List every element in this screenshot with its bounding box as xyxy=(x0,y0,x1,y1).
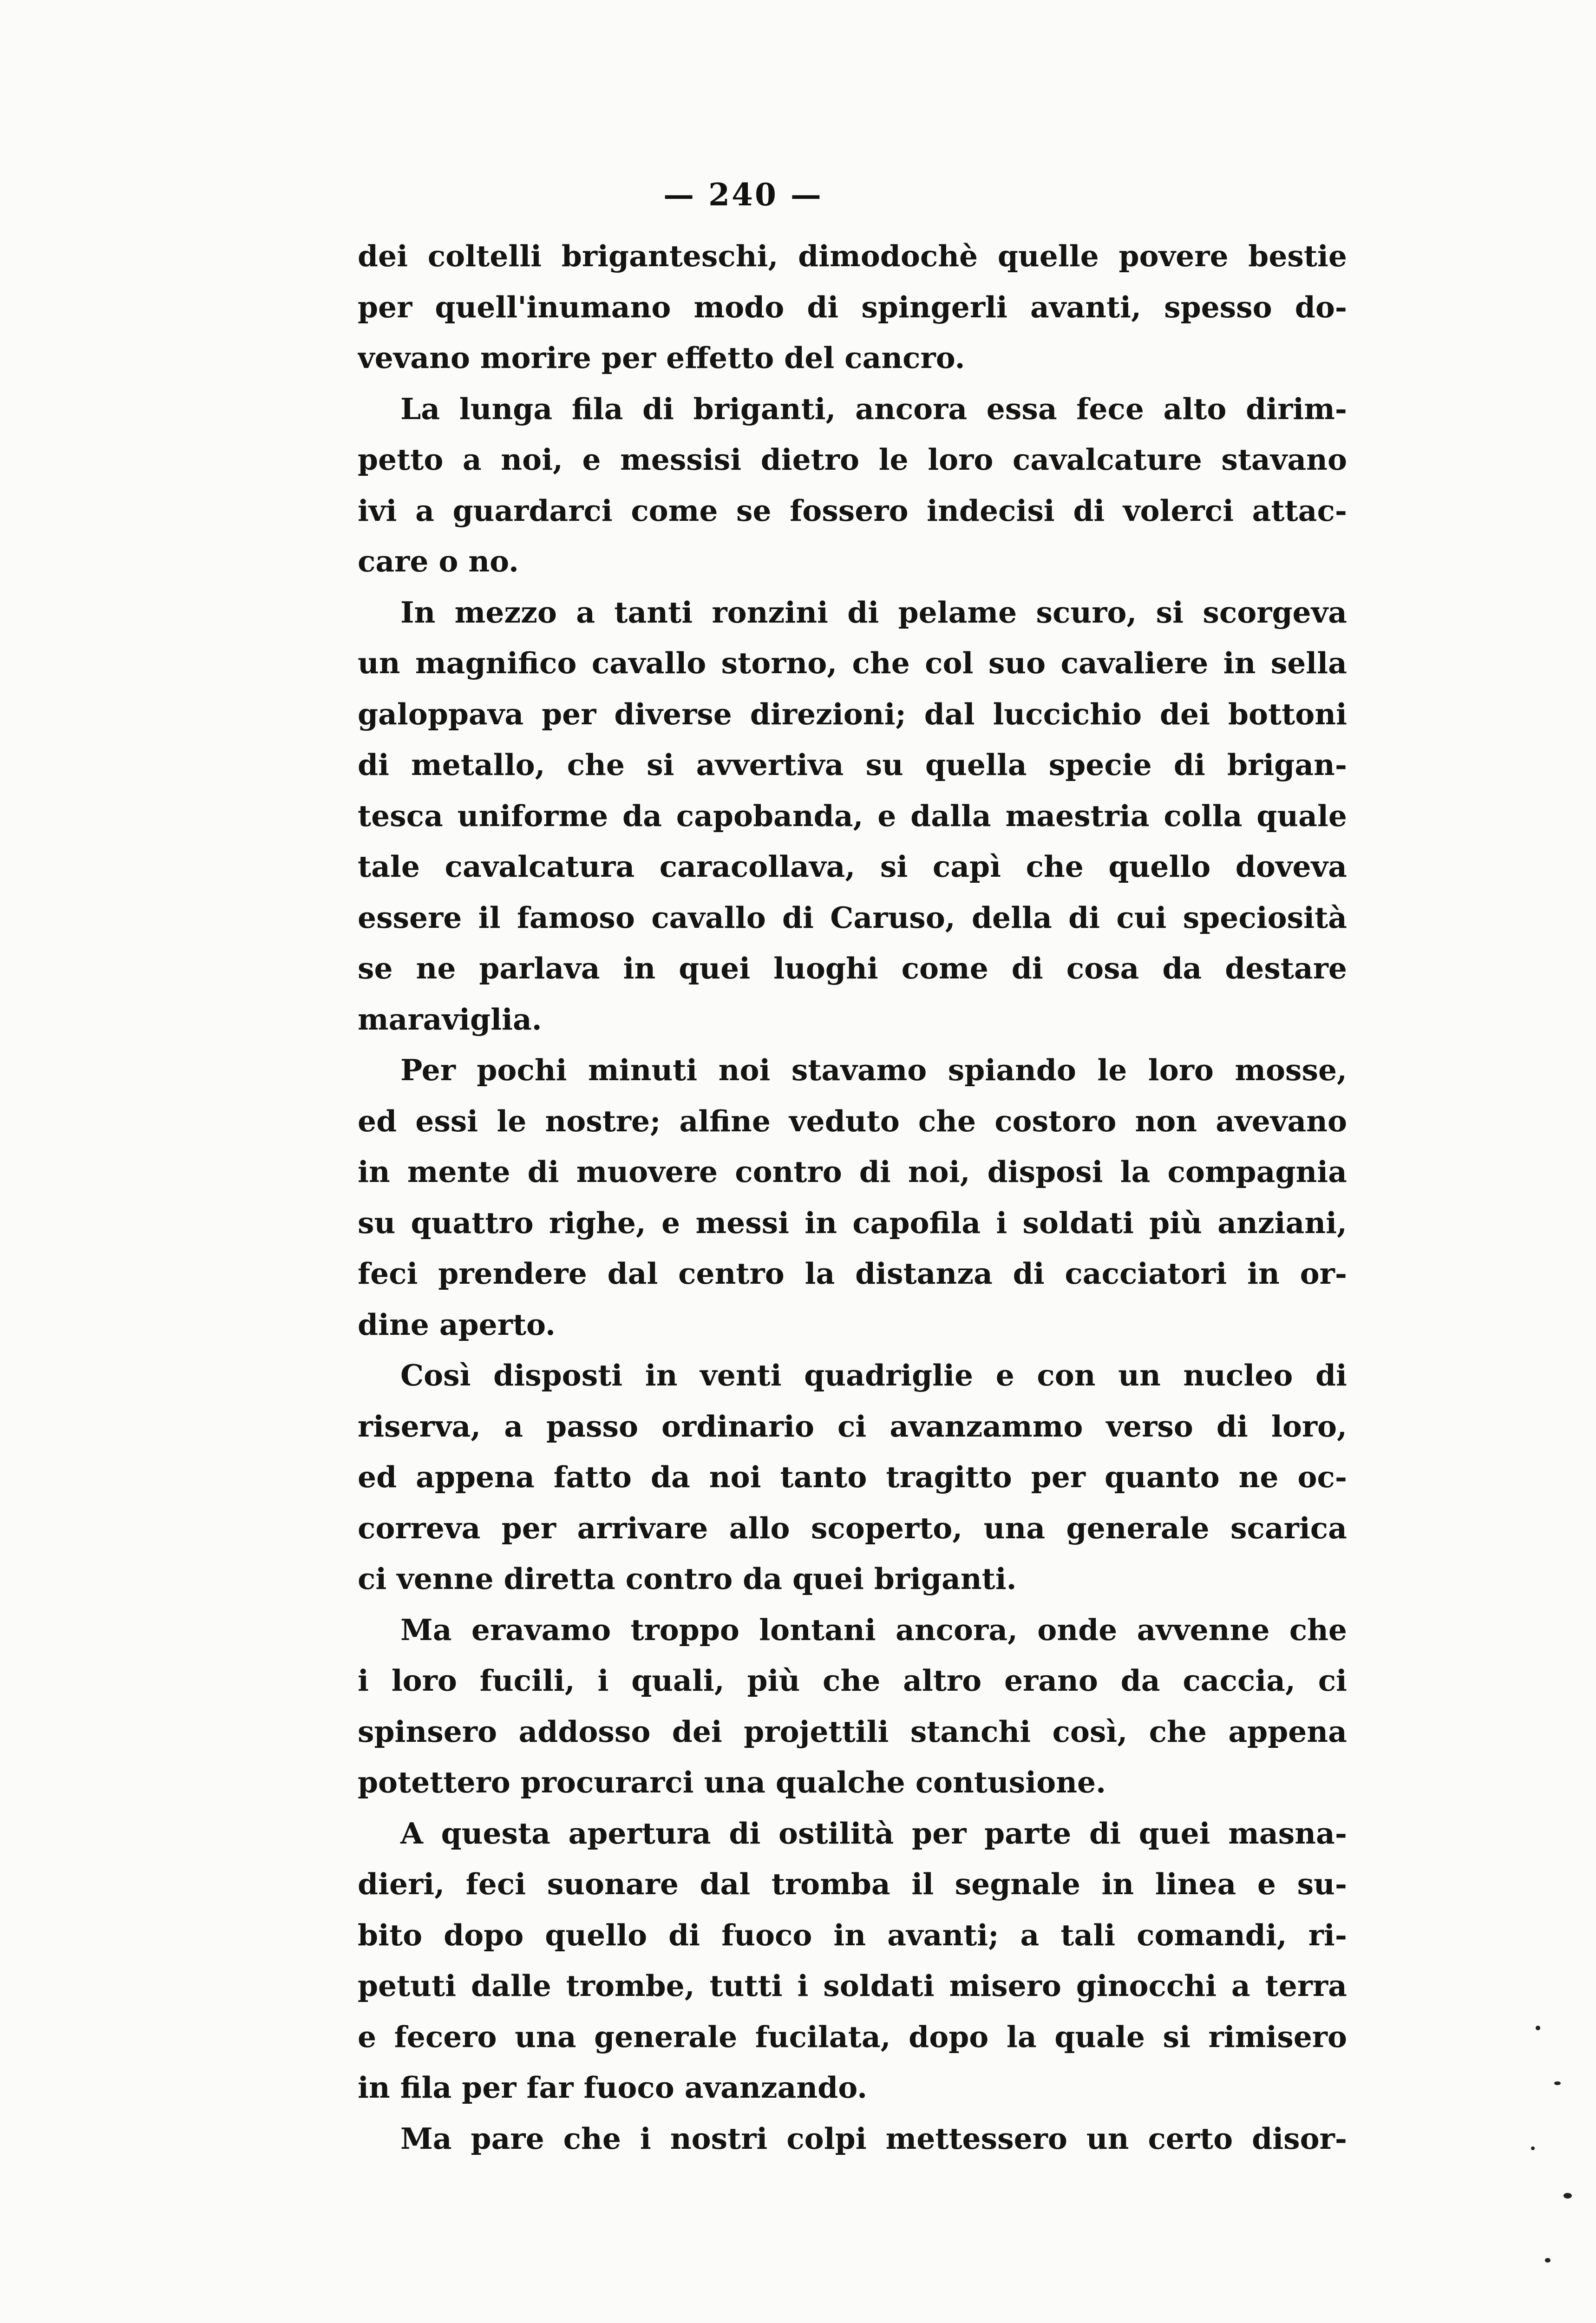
text-line: se ne parlava in quei luoghi come di cosa da destare xyxy=(358,951,1347,985)
text-line: care o no. xyxy=(358,544,519,578)
text-line: ed appena fatto da noi tanto tragitto per quanto ne oc- xyxy=(358,1460,1347,1494)
text-line: i loro fucili, i quali, più che altro erano da caccia, ci xyxy=(358,1663,1347,1698)
text-line: Così disposti in venti quadriglie e con un nucleo di xyxy=(400,1358,1347,1392)
text-line: vevano morire per effetto del cancro. xyxy=(358,341,965,375)
text-line: correva per arrivare allo scoperto, una generale scarica xyxy=(358,1510,1347,1545)
text-line: in fila per far fuoco avanzando. xyxy=(358,2070,868,2105)
text-line: su quattro righe, e messi in capofila i soldati più anziani, xyxy=(358,1205,1347,1240)
text-line: ivi a guardarci come se fossero indecisi di volerci attac- xyxy=(358,493,1347,528)
text-line: tale cavalcatura caracollava, si capì che quello doveva xyxy=(358,849,1347,884)
text-line: potettero procurarci una qualche contusione. xyxy=(358,1765,1106,1799)
text-line: riserva, a passo ordinario ci avanzammo verso di loro, xyxy=(358,1409,1347,1444)
page-number: — 240 — xyxy=(663,177,823,213)
text-line: Ma pare che i nostri colpi mettessero un certo disor- xyxy=(400,2121,1347,2156)
text-line: dieri, feci suonare dal tromba il segnale in linea e su- xyxy=(358,1867,1347,1901)
text-line: dine aperto. xyxy=(358,1307,556,1342)
text-line: ci venne diretta contro da quei briganti. xyxy=(358,1562,1017,1596)
text-line: in mente di muovere contro di noi, disposi la compagnia xyxy=(358,1155,1347,1189)
body-text xyxy=(358,231,1347,2164)
text-line: feci prendere dal centro la distanza di cacciatori in or- xyxy=(358,1256,1347,1291)
text-line: per quell'inumano modo di spingerli avanti, spesso do- xyxy=(358,289,1347,324)
text-line: spinsero addosso dei projettili stanchi così, che appena xyxy=(358,1714,1347,1749)
page-edge-scan-marks xyxy=(1526,1998,1582,2323)
text-line: ed essi le nostre; alfine veduto che costoro non avevano xyxy=(358,1103,1347,1138)
text-line: essere il famoso cavallo di Caruso, della di cui speciosità xyxy=(358,900,1347,935)
text-line: petuti dalle trombe, tutti i soldati misero ginocchi a terra xyxy=(358,1969,1347,2003)
text-line: petto a noi, e messisi dietro le loro cavalcature stavano xyxy=(358,442,1347,477)
text-line: bito dopo quello di fuoco in avanti; a tali comandi, ri- xyxy=(358,1917,1347,1952)
text-line: galoppava per diverse direzioni; dal luccichio dei bottoni xyxy=(358,696,1347,731)
text-line: dei coltelli briganteschi, dimodochè quelle povere bestie xyxy=(358,239,1347,273)
text-line: un magnifico cavallo storno, che col suo cavaliere in sella xyxy=(358,646,1347,680)
text-line: A questa apertura di ostilità per parte di quei masna- xyxy=(400,1816,1347,1851)
text-line: In mezzo a tanti ronzini di pelame scuro, si scorgeva xyxy=(400,595,1347,630)
text-line: e fecero una generale fucilata, dopo la quale si rimisero xyxy=(358,2019,1347,2054)
text-line: tesca uniforme da capobanda, e dalla maestria colla quale xyxy=(358,798,1347,833)
text-line: Per pochi minuti noi stavamo spiando le loro mosse, xyxy=(400,1053,1347,1087)
text-line: La lunga fila di briganti, ancora essa fece alto dirim- xyxy=(400,391,1347,426)
text-line: maraviglia. xyxy=(358,1002,542,1037)
text-line: di metallo, che si avvertiva su quella specie di brigan- xyxy=(358,748,1347,782)
text-line: Ma eravamo troppo lontani ancora, onde avvenne che xyxy=(400,1612,1347,1647)
